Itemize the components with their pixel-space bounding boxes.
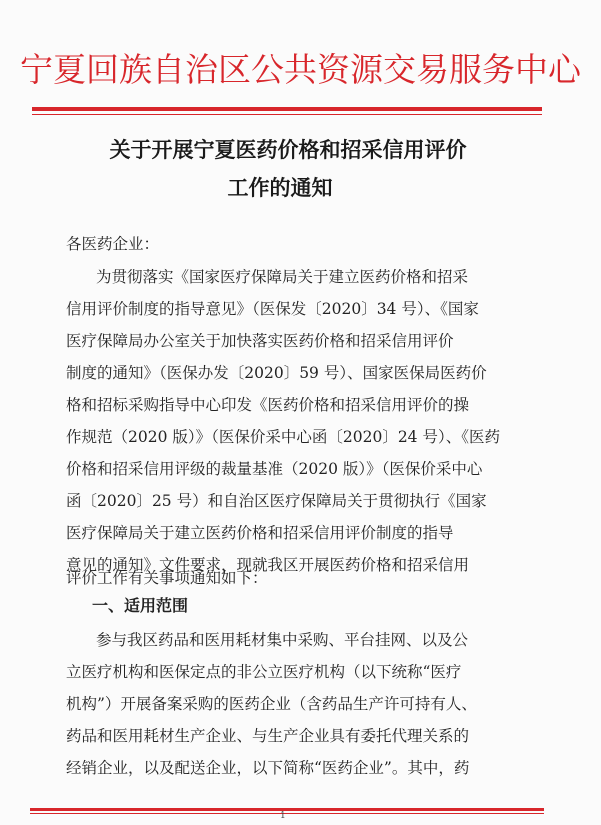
paragraph-1-line: 评价工作有关事项通知如下： bbox=[66, 569, 268, 587]
paragraph-1-line: 作规范（2020 版）》（医保价采中心函〔2020〕24 号）、《医药 bbox=[66, 428, 500, 446]
paragraph-1-line: 为贯彻落实《国家医疗保障局关于建立医药价格和招采 bbox=[96, 268, 469, 286]
paragraph-2-line: 参与我区药品和医用耗材集中采购、平台挂网、以及公 bbox=[96, 631, 469, 649]
salutation: 各医药企业： bbox=[66, 235, 160, 253]
paragraph-1-line: 格和招标采购指导中心印发《医药价格和招采信用评价的操 bbox=[66, 396, 470, 414]
footer-rule-thick bbox=[30, 808, 544, 811]
footer-rule-thin bbox=[30, 813, 544, 814]
paragraph-1-line: 信用评价制度的指导意见》（医保发〔2020〕34 号）、《国家 bbox=[66, 300, 479, 318]
paragraph-1-line: 医疗保障局办公室关于加快落实医药价格和招采信用评价 bbox=[66, 332, 454, 350]
page-number: 1 bbox=[280, 811, 286, 821]
paragraph-1-line: 制度的通知》（医保办发〔2020〕59 号）、国家医保局医药价 bbox=[66, 364, 487, 382]
paragraph-1-line: 医疗保障局关于建立医药价格和招采信用评价制度的指导 bbox=[66, 524, 454, 542]
document-title-line-1: 关于开展宁夏医药价格和招采信用评价 bbox=[109, 137, 467, 162]
paragraph-2-line: 立医疗机构和医保定点的非公立医疗机构（以下统称“医疗 bbox=[66, 663, 462, 681]
paragraph-2-line: 经销企业，以及配送企业，以下简称“医药企业”。其中，药 bbox=[66, 759, 470, 777]
letterhead-rule-thin bbox=[32, 114, 542, 115]
paragraph-1-line: 价格和招采信用评级的裁量基准（2020 版）》（医保价采中心 bbox=[66, 460, 483, 478]
paragraph-1-line: 函〔2020〕25 号）和自治区医疗保障局关于贯彻执行《国家 bbox=[66, 492, 487, 510]
section-1-heading: 一、适用范围 bbox=[92, 596, 189, 615]
org-letterhead-title: 宁夏回族自治区公共资源交易服务中心 bbox=[20, 50, 581, 89]
paragraph-2-line: 药品和医用耗材生产企业、与生产企业具有委托代理关系的 bbox=[66, 727, 470, 745]
document-title-line-2: 工作的通知 bbox=[227, 175, 333, 200]
letterhead-rule-thick bbox=[32, 107, 542, 111]
paragraph-1-line: 意见的通知》文件要求，现就我区开展医药价格和招采信用 bbox=[66, 556, 470, 574]
paragraph-2-line: 机构”）开展备案采购的医药企业（含药品生产许可持有人、 bbox=[66, 695, 477, 713]
